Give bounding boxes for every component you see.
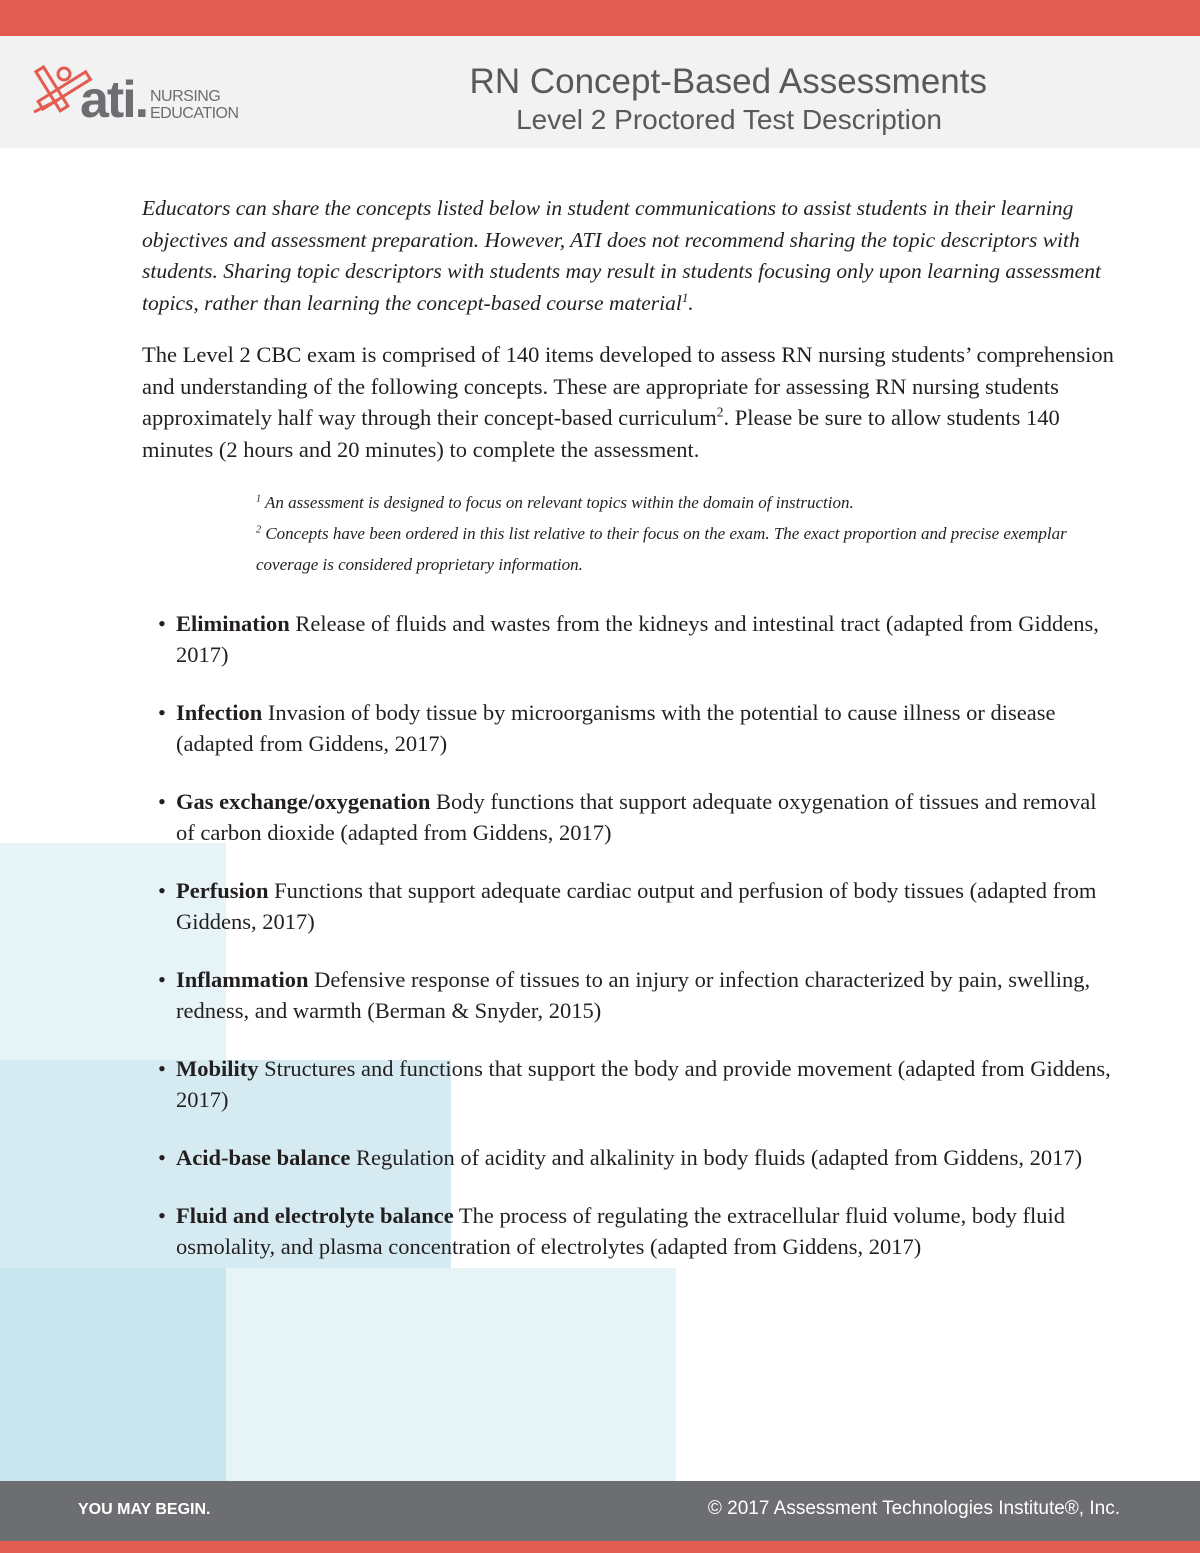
concept-term: Infection xyxy=(176,700,263,725)
top-accent-bar xyxy=(0,0,1200,36)
footnote-ref-1: 1 xyxy=(681,290,689,305)
decorative-block xyxy=(226,1268,676,1481)
concept-description: Body functions that support adequate oxygenation of tissues and removal of carbon dioxide (adapted from Giddens, 2017) xyxy=(176,789,1097,845)
bullet-icon: • xyxy=(158,967,166,992)
exam-description xyxy=(142,339,1117,465)
exam-text-after: . Please be sure to allow students 140 minutes (2 hours and 20 minutes) to complete the assessment. xyxy=(142,405,1060,462)
bullet-icon: • xyxy=(158,611,166,636)
bullet-icon: • xyxy=(158,1145,166,1170)
exam-text-before: The Level 2 CBC exam is comprised of 140 items developed to assess RN nursing students’ comprehension and understanding of the following concepts. These are appropriate for assessing RN nursing students approximately half way through their concept-based curriculum xyxy=(142,342,1114,430)
list-item xyxy=(142,608,1117,670)
bullet-icon: • xyxy=(158,789,166,814)
intro-text: Educators can share the concepts listed below in student communications to assist students in their learning objectives and assessment preparation. However, ATI does not recommend sharing the topic descriptors with students. Sharing topic descriptors with students may result in students focusing only upon learning assessment topics, rather than learning the concept-based course material xyxy=(142,196,1101,315)
logo-subtitle-line1: NURSING xyxy=(150,88,221,105)
concept-term: Perfusion xyxy=(176,878,269,903)
list-item xyxy=(142,1200,1117,1262)
footnote-ref-2: 2 xyxy=(716,404,724,420)
concept-term: Fluid and electrolyte balance xyxy=(176,1203,454,1228)
list-item xyxy=(142,1053,1117,1115)
footer-tagline: YOU MAY BEGIN. xyxy=(78,1501,211,1518)
bullet-icon: • xyxy=(158,1056,166,1081)
concept-term: Inflammation xyxy=(176,967,309,992)
concept-description: Structures and functions that support the body and provide movement (adapted from Giddens, 2017) xyxy=(176,1056,1111,1112)
concept-list xyxy=(142,608,1117,1262)
bullet-icon: • xyxy=(158,878,166,903)
footnote-2 xyxy=(256,518,1117,580)
concept-description: The process of regulating the extracellular fluid volume, body fluid osmolality, and plasma concentration of electrolytes (adapted from Giddens, 2017) xyxy=(176,1203,1065,1259)
bullet-icon: • xyxy=(158,700,166,725)
intro-paragraph xyxy=(142,193,1117,319)
footnote-1 xyxy=(256,487,1117,518)
logo-wordmark: ati. xyxy=(80,71,148,129)
footnote-mark: 2 xyxy=(256,524,262,536)
main-content xyxy=(142,193,1117,1289)
list-item xyxy=(142,1142,1117,1173)
page-title: RN Concept-Based Assessments xyxy=(469,62,987,101)
footnote-mark: 1 xyxy=(256,493,262,505)
logo-subtitle-line2: EDUCATION xyxy=(150,105,239,122)
page-subtitle: Level 2 Proctored Test Description xyxy=(516,104,942,135)
intro-end: . xyxy=(688,290,694,315)
concept-description: Regulation of acidity and alkalinity in body fluids (adapted from Giddens, 2017) xyxy=(350,1145,1083,1170)
footnote-text: Concepts have been ordered in this list relative to their focus on the exam. The exact proportion and precise exemplar coverage is considered proprietary information. xyxy=(256,524,1067,574)
list-item xyxy=(142,964,1117,1026)
concept-term: Elimination xyxy=(176,611,290,636)
concept-description: Defensive response of tissues to an injury or infection characterized by pain, swelling, redness, and warmth (Berman & Snyder, 2015) xyxy=(176,967,1091,1023)
concept-description: Functions that support adequate cardiac output and perfusion of body tissues (adapted from Giddens, 2017) xyxy=(176,878,1097,934)
list-item xyxy=(142,786,1117,848)
concept-description: Invasion of body tissue by microorganisms with the potential to cause illness or disease (adapted from Giddens, 2017) xyxy=(176,700,1056,756)
concept-term: Acid-base balance xyxy=(176,1145,351,1170)
bullet-icon: • xyxy=(158,1203,166,1228)
footnote-text: An assessment is designed to focus on relevant topics within the domain of instruction. xyxy=(261,493,854,512)
decorative-block xyxy=(0,1268,226,1481)
concept-description: Release of fluids and wastes from the kidneys and intestinal tract (adapted from Giddens, 2017) xyxy=(176,611,1099,667)
footnotes xyxy=(256,487,1117,580)
copyright-notice: © 2017 Assessment Technologies Institute®, Inc. xyxy=(707,1498,1120,1519)
page-header xyxy=(0,36,1200,148)
list-item xyxy=(142,875,1117,937)
concept-term: Gas exchange/oxygenation xyxy=(176,789,431,814)
list-item xyxy=(142,697,1117,759)
bottom-accent-bar xyxy=(0,1541,1200,1553)
concept-term: Mobility xyxy=(176,1056,259,1081)
logo-subtitle xyxy=(150,88,239,122)
page-footer xyxy=(0,1481,1200,1541)
ati-logo xyxy=(28,56,288,146)
